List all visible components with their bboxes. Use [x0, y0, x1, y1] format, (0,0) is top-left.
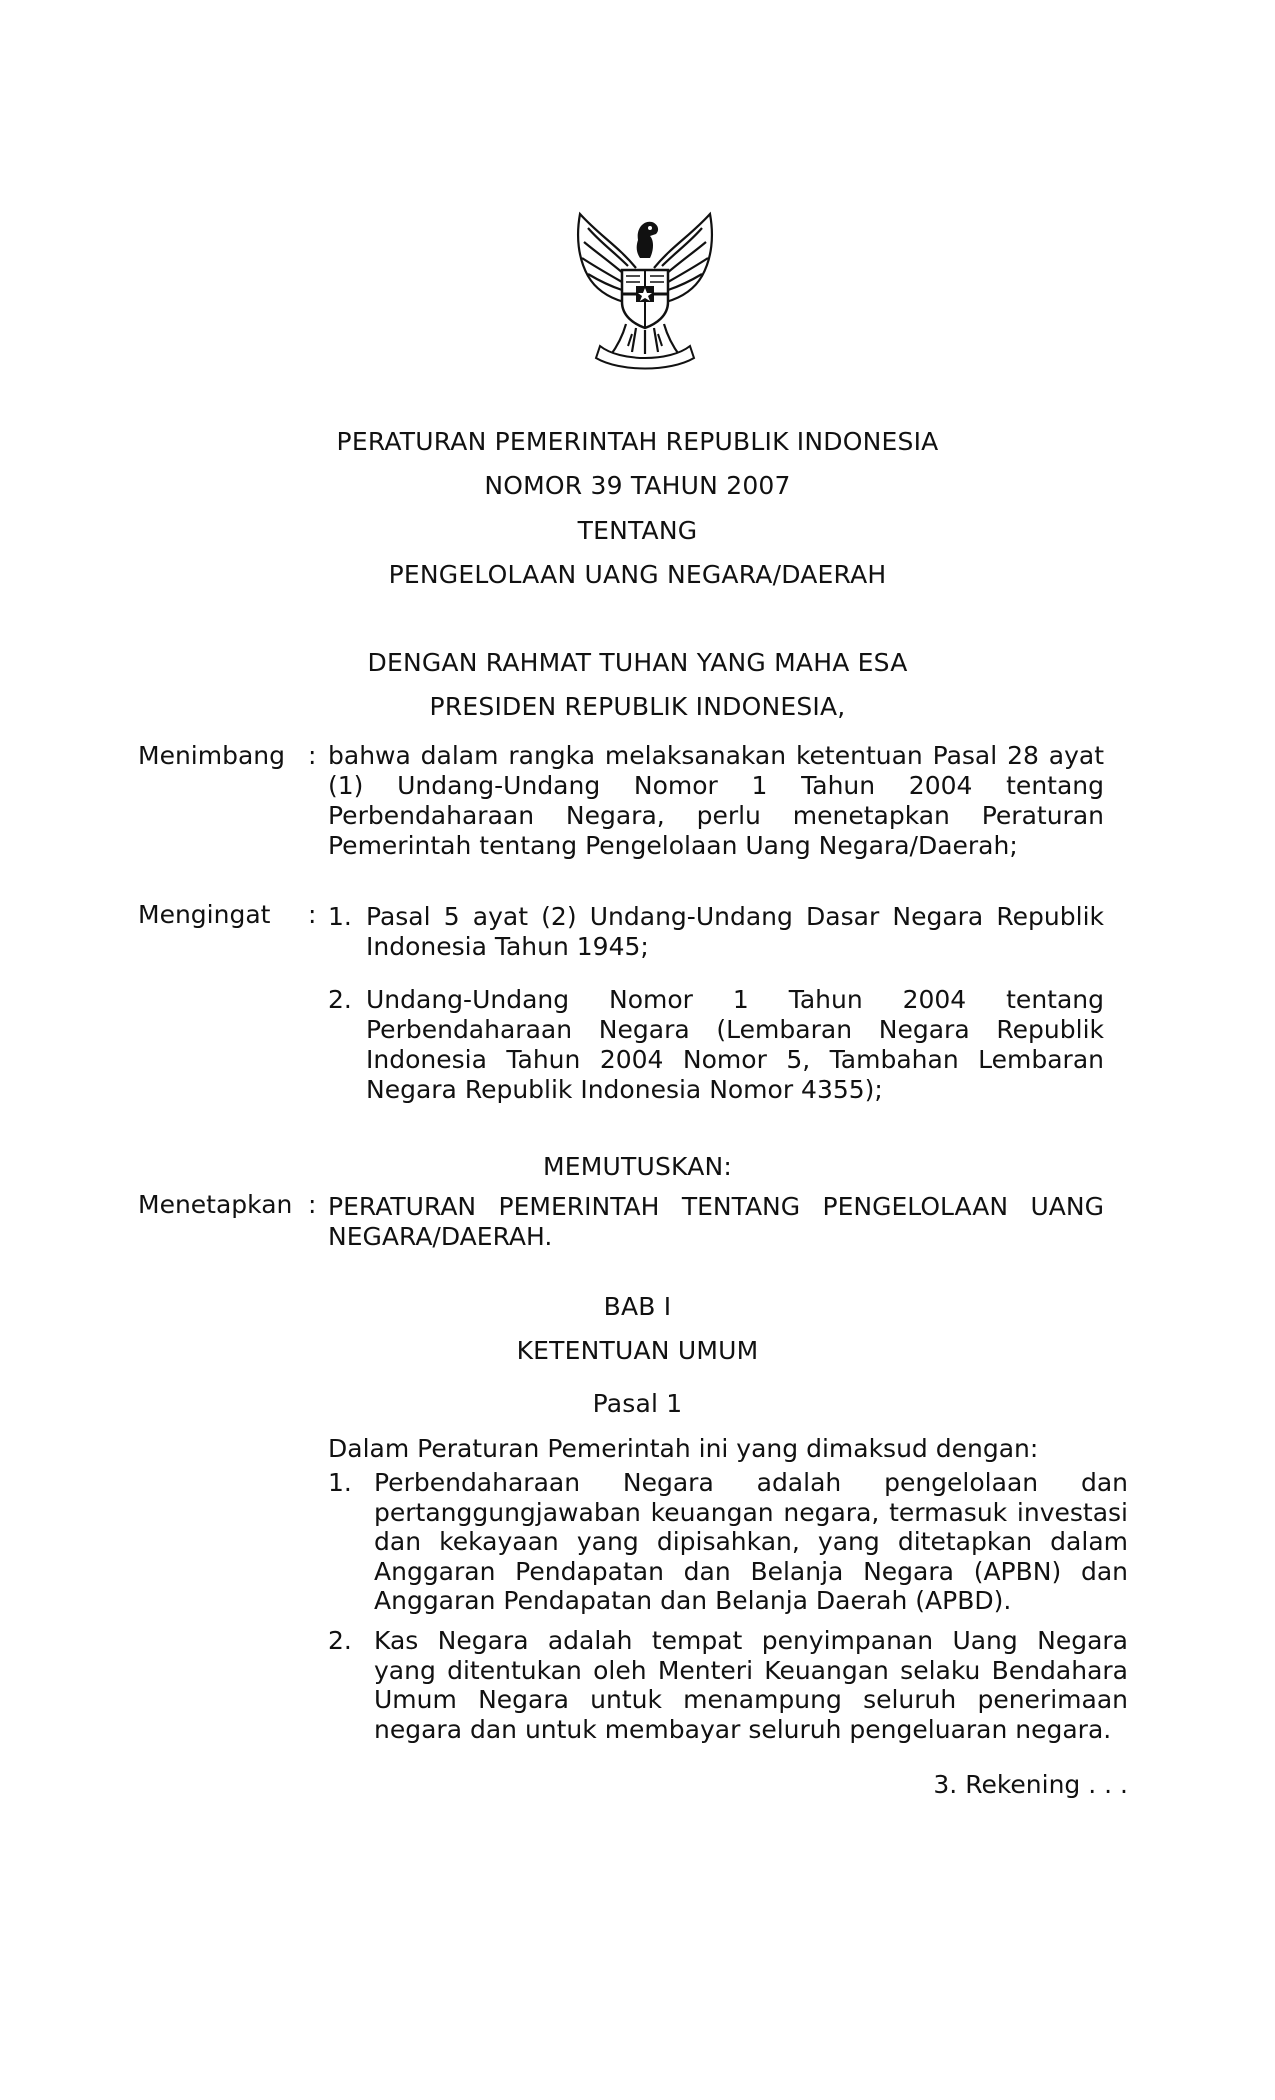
- definition-text: Perbendaharaan Negara adalah pengelolaan dan pertanggungjawaban keuangan negara, termasuk investasi dan kekayaan yang dipisahkan, yang ditetapkan dalam Anggaran Pendapatan dan Belanja Negara (APBN) dan Anggaran Pendapatan dan Belanja Daerah (APBD).: [374, 1468, 1128, 1616]
- regulation-title: PERATURAN PEMERINTAH REPUBLIK INDONESIA: [336, 427, 939, 456]
- menetapkan-colon: :: [308, 1190, 317, 1219]
- chapter-subtitle: KETENTUAN UMUM: [516, 1336, 759, 1365]
- definition-text: Kas Negara adalah tempat penyimpanan Uang Negara yang ditentukan oleh Menteri Keuangan selaku Bendahara Umum Negara untuk menampung seluruh penerimaan negara dan untuk membayar seluruh pengeluaran negara.: [374, 1626, 1128, 1744]
- regulation-subject: PENGELOLAAN UANG NEGARA/DAERAH: [388, 560, 887, 589]
- regulation-number: NOMOR 39 TAHUN 2007: [484, 471, 791, 500]
- preamble-president: PRESIDEN REPUBLIK INDONESIA,: [429, 692, 846, 721]
- menetapkan-text: PERATURAN PEMERINTAH TENTANG PENGELOLAAN UANG NEGARA/DAERAH.: [328, 1192, 1104, 1251]
- menimbang-text: bahwa dalam rangka melaksanakan ketentuan Pasal 28 ayat (1) Undang-Undang Nomor 1 Tahun 2004 tentang Perbendaharaan Negara, perlu menetapkan Peraturan Pemerintah tentang Pengelolaan Uang Negara/Daerah;: [328, 741, 1104, 860]
- garuda-pancasila-emblem-icon: [566, 206, 724, 374]
- preamble-blessing: DENGAN RAHMAT TUHAN YANG MAHA ESA: [367, 648, 908, 677]
- mengingat-item-number: 1.: [328, 902, 352, 931]
- definition-number: 1.: [328, 1468, 352, 1497]
- page-continuation: 3. Rekening . . .: [933, 1770, 1128, 1799]
- chapter-title: BAB I: [603, 1292, 672, 1321]
- article-title: Pasal 1: [592, 1389, 683, 1418]
- regulation-tentang: TENTANG: [577, 516, 698, 545]
- definition-number: 2.: [328, 1626, 352, 1655]
- mengingat-colon: :: [308, 900, 317, 929]
- menimbang-colon: :: [308, 741, 317, 770]
- mengingat-item-text: Pasal 5 ayat (2) Undang-Undang Dasar Negara Republik Indonesia Tahun 1945;: [366, 902, 1104, 961]
- memutuskan-heading: MEMUTUSKAN:: [542, 1152, 733, 1181]
- mengingat-label: Mengingat: [138, 900, 271, 929]
- mengingat-item-text: Undang-Undang Nomor 1 Tahun 2004 tentang Perbendaharaan Negara (Lembaran Negara Republik Indonesia Tahun 2004 Nomor 5, Tambahan Lembaran Negara Republik Indonesia Nomor 4355);: [366, 985, 1104, 1104]
- menetapkan-label: Menetapkan: [138, 1190, 293, 1219]
- article-intro: Dalam Peraturan Pemerintah ini yang dimaksud dengan:: [328, 1434, 1039, 1463]
- mengingat-item-number: 2.: [328, 985, 352, 1014]
- menimbang-label: Menimbang: [138, 741, 285, 770]
